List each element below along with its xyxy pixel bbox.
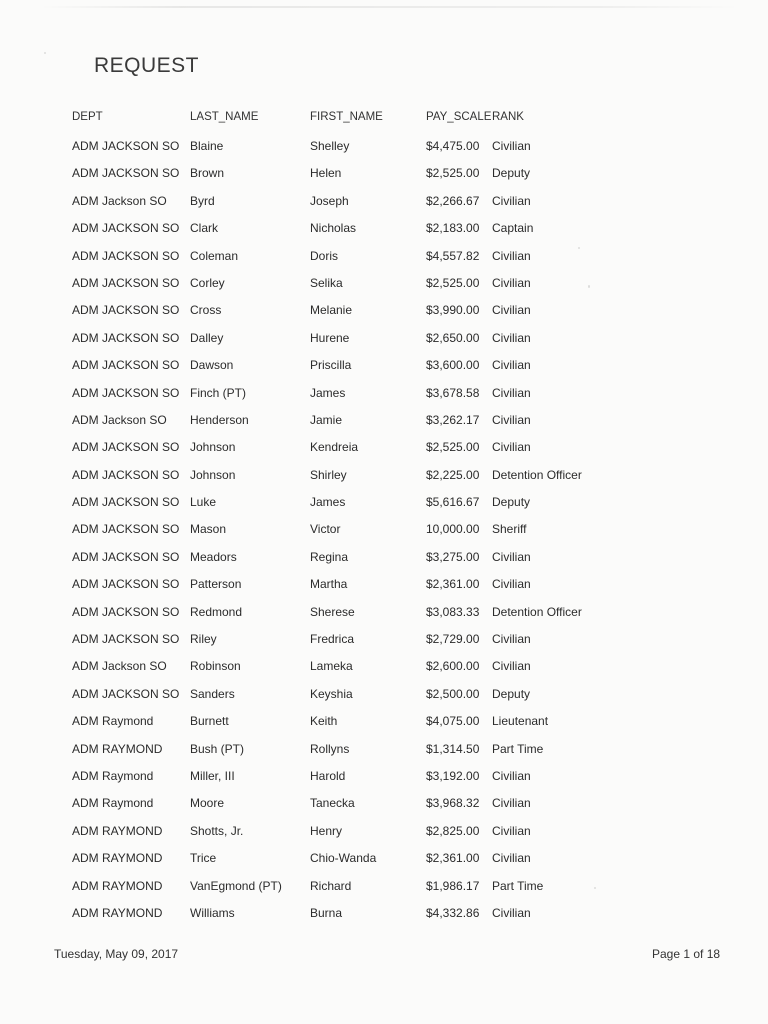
- table-row: [0, 274, 768, 301]
- cell-rank: Part Time: [492, 741, 544, 756]
- table-row: [0, 384, 768, 411]
- table-row: [0, 411, 768, 438]
- cell-rank: Civilian: [492, 823, 531, 838]
- cell-last-name: Trice: [190, 851, 217, 866]
- cell-pay-scale: $1,314.50: [426, 741, 480, 756]
- cell-pay-scale: $3,192.00: [426, 768, 480, 783]
- cell-last-name: Luke: [190, 495, 217, 510]
- cell-last-name: Redmond: [190, 604, 243, 619]
- cell-last-name: Sanders: [190, 686, 235, 701]
- cell-last-name: Patterson: [190, 577, 242, 592]
- cell-last-name: Finch (PT): [190, 385, 247, 400]
- cell-pay-scale: $3,600.00: [426, 358, 480, 373]
- cell-pay-scale: $4,557.82: [426, 248, 480, 263]
- table-row: [0, 438, 768, 465]
- cell-pay-scale: $2,650.00: [426, 330, 480, 345]
- cell-dept: ADM Raymond: [72, 796, 154, 811]
- cell-pay-scale: $3,262.17: [426, 412, 480, 427]
- footer-page-number: Page 1 of 18: [652, 947, 721, 961]
- cell-rank: Civilian: [492, 139, 531, 153]
- scan-edge: [40, 6, 740, 8]
- table-row: [0, 548, 768, 575]
- footer-date: Tuesday, May 09, 2017: [54, 947, 179, 961]
- cell-first-name: Sherese: [310, 604, 355, 619]
- cell-last-name: Brown: [190, 166, 225, 181]
- cell-rank: Civilian: [492, 577, 531, 592]
- cell-dept: ADM RAYMOND: [72, 878, 163, 893]
- cell-last-name: Robinson: [190, 659, 241, 674]
- scan-speck: [44, 52, 46, 54]
- cell-first-name: Burna: [310, 905, 343, 920]
- cell-dept: ADM Raymond: [72, 714, 154, 729]
- table-row: [0, 575, 768, 602]
- cell-rank: Civilian: [492, 440, 531, 455]
- cell-pay-scale: $2,225.00: [426, 467, 480, 482]
- table-row: [0, 630, 768, 657]
- cell-dept: ADM JACKSON SO: [72, 549, 180, 564]
- cell-first-name: Fredrica: [310, 632, 355, 647]
- cell-dept: ADM JACKSON SO: [72, 440, 180, 455]
- cell-pay-scale: $4,475.00: [426, 139, 480, 153]
- table-row: [0, 685, 768, 712]
- cell-dept: ADM JACKSON SO: [72, 385, 180, 400]
- cell-pay-scale: $2,825.00: [426, 823, 480, 838]
- cell-first-name: Nicholas: [310, 221, 357, 236]
- cell-first-name: Martha: [310, 577, 348, 592]
- cell-rank: Civilian: [492, 412, 531, 427]
- table-row: [0, 493, 768, 520]
- cell-rank: Captain: [492, 221, 534, 236]
- cell-dept: ADM RAYMOND: [72, 851, 163, 866]
- cell-last-name: Williams: [190, 905, 235, 920]
- cell-first-name: Richard: [310, 878, 352, 893]
- cell-pay-scale: $2,525.00: [426, 440, 480, 455]
- cell-rank: Civilian: [492, 358, 531, 373]
- table-header: [0, 111, 768, 129]
- cell-first-name: Chio-Wanda: [310, 851, 377, 866]
- cell-pay-scale: $2,500.00: [426, 686, 480, 701]
- cell-last-name: Riley: [190, 632, 217, 647]
- cell-first-name: Keith: [310, 714, 338, 729]
- table-row: [0, 904, 768, 931]
- cell-dept: ADM Raymond: [72, 768, 154, 783]
- cell-rank: Detention Officer: [492, 467, 582, 482]
- table-row: [0, 164, 768, 191]
- cell-first-name: Helen: [310, 166, 342, 181]
- cell-last-name: Meadors: [190, 549, 237, 564]
- header-first-name: FIRST_NAME: [310, 111, 383, 123]
- cell-dept: ADM RAYMOND: [72, 823, 163, 838]
- cell-pay-scale: $1,986.17: [426, 878, 480, 893]
- cell-last-name: Moore: [190, 796, 225, 811]
- cell-first-name: Harold: [310, 768, 346, 783]
- cell-last-name: Blaine: [190, 139, 224, 153]
- cell-dept: ADM JACKSON SO: [72, 495, 180, 510]
- cell-dept: ADM JACKSON SO: [72, 221, 180, 236]
- cell-dept: ADM JACKSON SO: [72, 522, 180, 537]
- cell-last-name: Corley: [190, 275, 225, 290]
- cell-first-name: Keyshia: [310, 686, 353, 701]
- cell-last-name: VanEgmond (PT): [190, 878, 282, 893]
- cell-dept: ADM JACKSON SO: [72, 632, 180, 647]
- table-row: [0, 767, 768, 794]
- cell-rank: Civilian: [492, 549, 531, 564]
- table-row: [0, 520, 768, 547]
- cell-pay-scale: $2,729.00: [426, 632, 480, 647]
- cell-first-name: Rollyns: [310, 741, 350, 756]
- cell-first-name: Melanie: [310, 303, 353, 318]
- cell-dept: ADM JACKSON SO: [72, 139, 180, 153]
- cell-pay-scale: $3,968.32: [426, 796, 480, 811]
- table-row: [0, 247, 768, 274]
- cell-rank: Deputy: [492, 686, 531, 701]
- cell-rank: Civilian: [492, 275, 531, 290]
- cell-last-name: Coleman: [190, 248, 239, 263]
- cell-pay-scale: $3,678.58: [426, 385, 480, 400]
- cell-rank: Civilian: [492, 330, 531, 345]
- cell-pay-scale: $2,525.00: [426, 275, 480, 290]
- cell-pay-scale: $2,525.00: [426, 166, 480, 181]
- cell-last-name: Cross: [190, 303, 222, 318]
- cell-first-name: Kendreia: [310, 440, 359, 455]
- table-row: [0, 192, 768, 219]
- cell-dept: ADM JACKSON SO: [72, 467, 180, 482]
- cell-rank: Lieutenant: [492, 714, 549, 729]
- cell-pay-scale: 10,000.00: [426, 522, 480, 537]
- table-row: [0, 301, 768, 328]
- cell-first-name: Henry: [310, 823, 343, 838]
- cell-dept: ADM Jackson SO: [72, 193, 167, 208]
- cell-first-name: Shelley: [310, 139, 350, 153]
- cell-rank: Civilian: [492, 248, 531, 263]
- cell-rank: Civilian: [492, 905, 531, 920]
- cell-rank: Civilian: [492, 851, 531, 866]
- cell-pay-scale: $2,600.00: [426, 659, 480, 674]
- cell-rank: Civilian: [492, 385, 531, 400]
- cell-rank: Civilian: [492, 768, 531, 783]
- table-row: [0, 712, 768, 739]
- table-row: [0, 219, 768, 246]
- header-dept: DEPT: [72, 111, 103, 123]
- cell-last-name: Dalley: [190, 330, 224, 345]
- header-pay-scale: PAY_SCALE: [426, 111, 492, 123]
- cell-last-name: Burnett: [190, 714, 229, 729]
- cell-pay-scale: $2,266.67: [426, 193, 480, 208]
- cell-rank: Part Time: [492, 878, 544, 893]
- cell-pay-scale: $5,616.67: [426, 495, 480, 510]
- cell-rank: Deputy: [492, 495, 531, 510]
- cell-last-name: Shotts, Jr.: [190, 823, 244, 838]
- cell-dept: ADM JACKSON SO: [72, 358, 180, 373]
- cell-last-name: Johnson: [190, 467, 236, 482]
- cell-first-name: Tanecka: [310, 796, 355, 811]
- cell-dept: ADM RAYMOND: [72, 905, 163, 920]
- table-row: [0, 877, 768, 904]
- table-row: [0, 740, 768, 767]
- cell-rank: Civilian: [492, 303, 531, 318]
- cell-pay-scale: $3,275.00: [426, 549, 480, 564]
- table-row: [0, 603, 768, 630]
- table-row: [0, 466, 768, 493]
- cell-first-name: Shirley: [310, 467, 347, 482]
- cell-last-name: Dawson: [190, 358, 234, 373]
- cell-dept: ADM JACKSON SO: [72, 275, 180, 290]
- cell-last-name: Johnson: [190, 440, 236, 455]
- cell-pay-scale: $3,083.33: [426, 604, 480, 619]
- cell-rank: Civilian: [492, 632, 531, 647]
- table-row: [0, 794, 768, 821]
- table-row: [0, 137, 768, 164]
- cell-first-name: Jamie: [310, 412, 343, 427]
- header-rank: RANK: [492, 111, 524, 123]
- cell-pay-scale: $2,361.00: [426, 851, 480, 866]
- cell-rank: Detention Officer: [492, 604, 582, 619]
- cell-dept: ADM RAYMOND: [72, 741, 163, 756]
- cell-pay-scale: $4,075.00: [426, 714, 480, 729]
- cell-rank: Deputy: [492, 166, 531, 181]
- cell-first-name: Joseph: [310, 193, 349, 208]
- cell-last-name: Byrd: [190, 193, 215, 208]
- cell-last-name: Clark: [190, 221, 219, 236]
- cell-first-name: Regina: [310, 549, 349, 564]
- cell-rank: Civilian: [492, 659, 531, 674]
- table-row: [0, 329, 768, 356]
- cell-last-name: Miller, III: [190, 768, 235, 783]
- page-title: REQUEST: [94, 54, 200, 77]
- cell-first-name: James: [310, 385, 346, 400]
- cell-dept: ADM Jackson SO: [72, 659, 167, 674]
- table-row: [0, 849, 768, 876]
- cell-pay-scale: $3,990.00: [426, 303, 480, 318]
- cell-last-name: Mason: [190, 522, 227, 537]
- cell-dept: ADM JACKSON SO: [72, 686, 180, 701]
- cell-first-name: Priscilla: [310, 358, 352, 373]
- cell-dept: ADM JACKSON SO: [72, 303, 180, 318]
- cell-first-name: Lameka: [310, 659, 353, 674]
- table-body: [0, 137, 768, 931]
- cell-first-name: Hurene: [310, 330, 350, 345]
- cell-dept: ADM JACKSON SO: [72, 248, 180, 263]
- table-row: [0, 657, 768, 684]
- cell-rank: Sheriff: [492, 522, 527, 537]
- cell-pay-scale: $2,183.00: [426, 221, 480, 236]
- cell-rank: Civilian: [492, 796, 531, 811]
- cell-first-name: James: [310, 495, 346, 510]
- cell-dept: ADM JACKSON SO: [72, 577, 180, 592]
- cell-dept: ADM JACKSON SO: [72, 604, 180, 619]
- table-row: [0, 356, 768, 383]
- cell-pay-scale: $2,361.00: [426, 577, 480, 592]
- table-row: [0, 822, 768, 849]
- cell-pay-scale: $4,332.86: [426, 905, 480, 920]
- cell-first-name: Selika: [310, 275, 343, 290]
- cell-dept: ADM JACKSON SO: [72, 330, 180, 345]
- cell-last-name: Bush (PT): [190, 741, 245, 756]
- cell-first-name: Doris: [310, 248, 339, 263]
- cell-last-name: Henderson: [190, 412, 249, 427]
- cell-first-name: Victor: [310, 522, 341, 537]
- header-last-name: LAST_NAME: [190, 111, 259, 123]
- cell-rank: Civilian: [492, 193, 531, 208]
- cell-dept: ADM Jackson SO: [72, 412, 167, 427]
- cell-dept: ADM JACKSON SO: [72, 166, 180, 181]
